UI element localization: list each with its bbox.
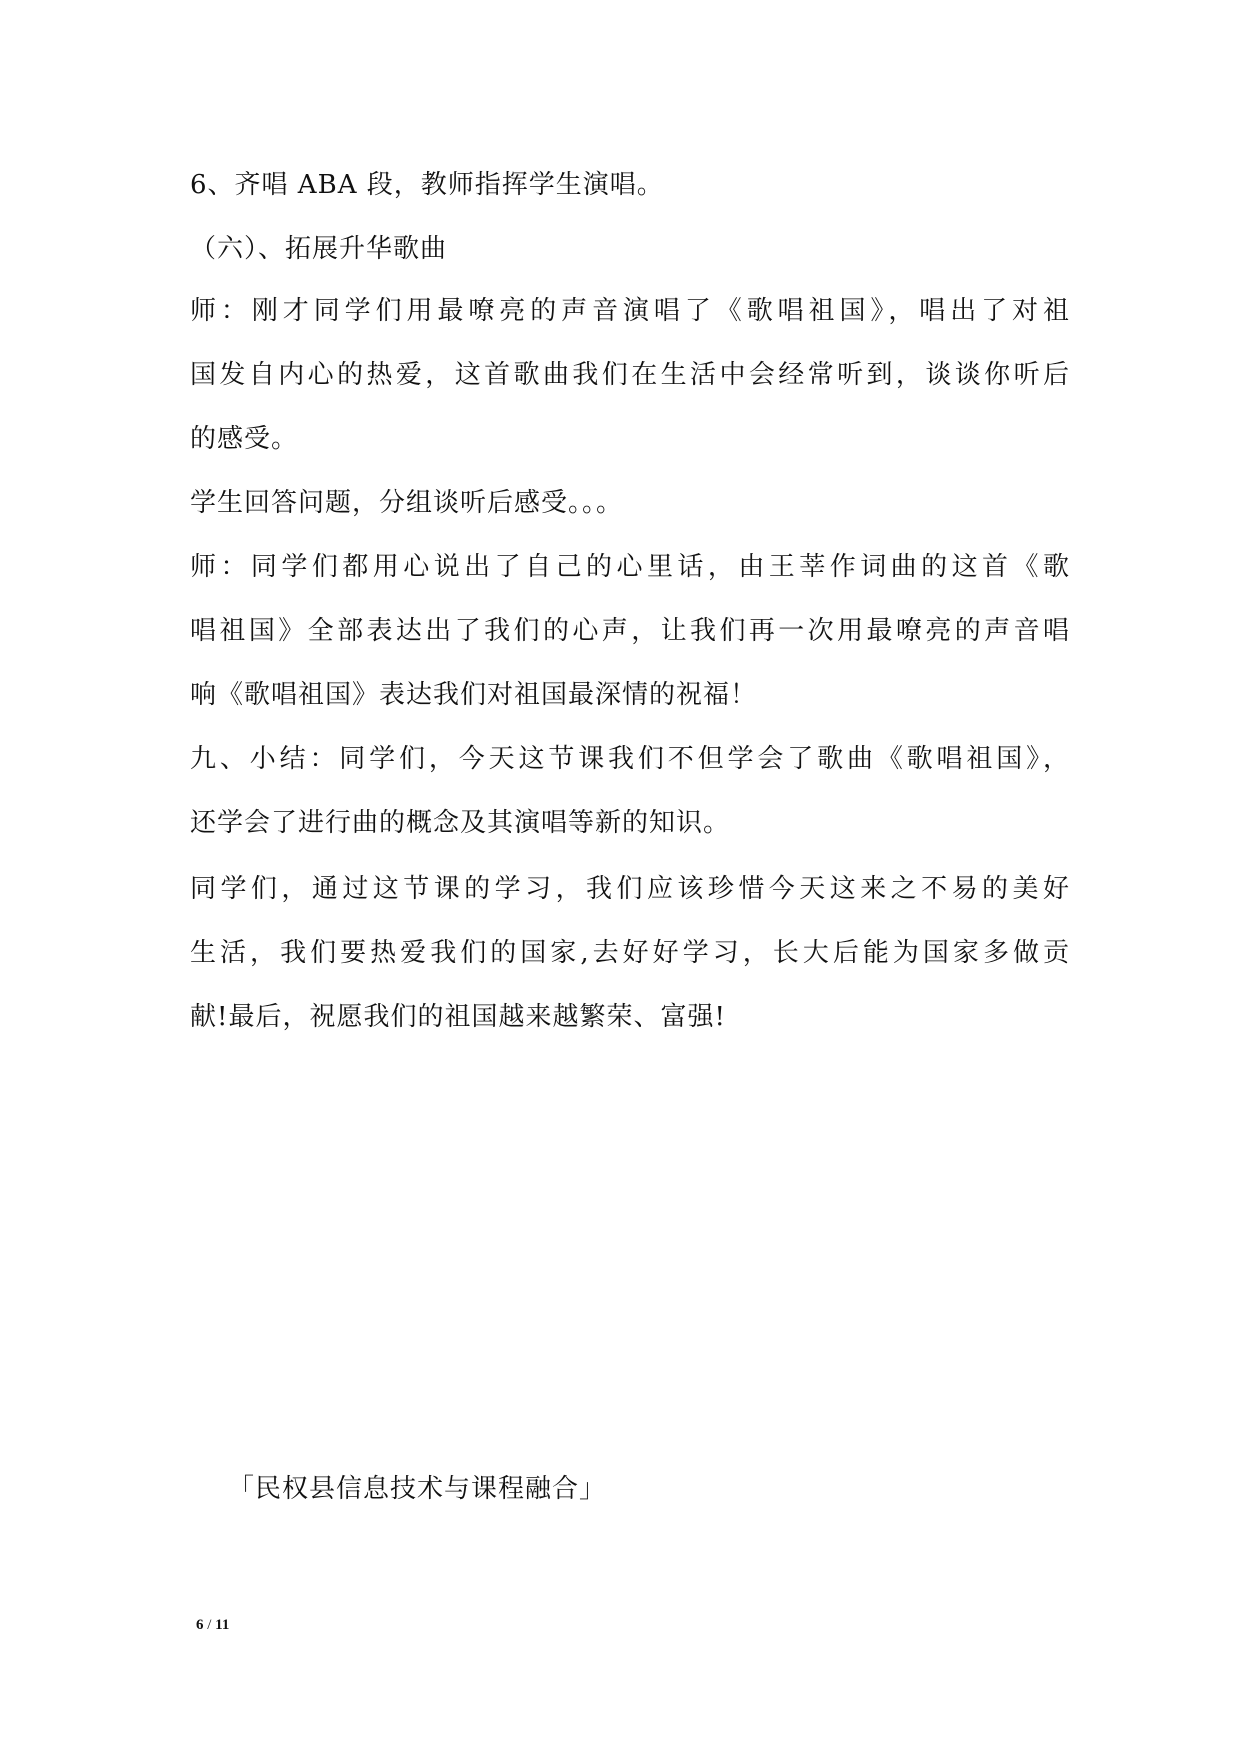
footer-tag: 「民权县信息技术与课程融合」	[228, 1474, 607, 1504]
section-heading: （六）、拓展升华歌曲	[190, 234, 448, 264]
paragraph-line-6: 学生回答问题，分组谈听后感受。。。	[190, 488, 624, 518]
page-number	[196, 1616, 229, 1634]
paragraph-line-1: 6、齐唱 ABA 段，教师指挥学生演唱。	[190, 170, 664, 200]
paragraph-line-5: 的感受。	[190, 424, 299, 454]
paragraph-line-4: 国发自内心的热爱，这首歌曲我们在生活中会经常听到，谈谈你听后	[190, 360, 1070, 390]
paragraph-line-14: 献!最后，祝愿我们的祖国越来越繁荣、富强!	[190, 1002, 726, 1032]
page-number-current: 6	[196, 1617, 204, 1633]
paragraph-line-10: 九、小结：同学们，今天这节课我们不但学会了歌曲《歌唱祖国》，	[190, 744, 1070, 774]
paragraph-line-13: 生活，我们要热爱我们的国家,去好好学习，长大后能为国家多做贡	[190, 938, 1070, 968]
paragraph-line-9: 响《歌唱祖国》表达我们对祖国最深情的祝福！	[190, 680, 758, 710]
paragraph-line-3: 师：刚才同学们用最嘹亮的声音演唱了《歌唱祖国》，唱出了对祖	[190, 296, 1070, 326]
page-number-total: 11	[215, 1617, 230, 1633]
page-number-separator: /	[207, 1617, 212, 1633]
paragraph-line-11: 还学会了进行曲的概念及其演唱等新的知识。	[190, 808, 731, 838]
paragraph-line-7: 师：同学们都用心说出了自己的心里话，由王莘作词曲的这首《歌	[190, 552, 1070, 582]
paragraph-line-8: 唱祖国》全部表达出了我们的心声，让我们再一次用最嘹亮的声音唱	[190, 616, 1070, 646]
paragraph-line-12: 同学们，通过这节课的学习，我们应该珍惜今天这来之不易的美好	[190, 874, 1070, 904]
